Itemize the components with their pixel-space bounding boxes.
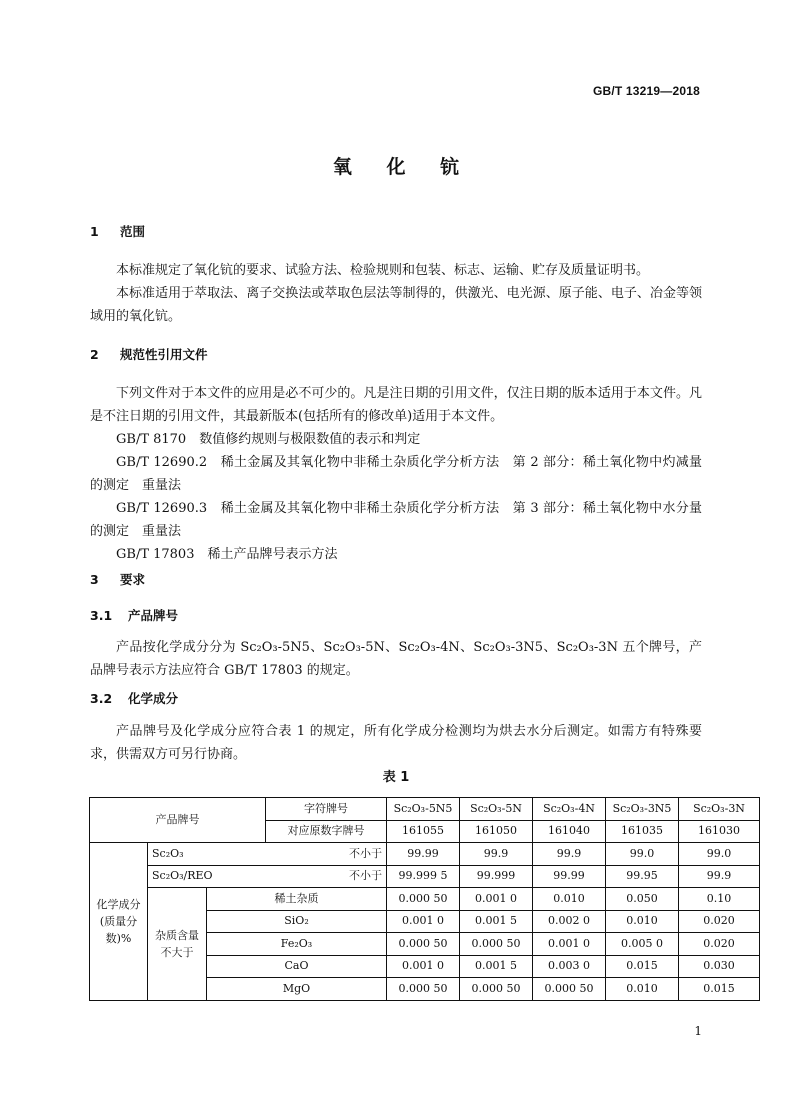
digit-cell: 161035: [606, 820, 679, 843]
value-cell: 0.10: [679, 888, 760, 911]
page-number: 1: [694, 1024, 702, 1038]
section-3-heading: [90, 570, 145, 588]
value-cell: 0.001 5: [460, 910, 533, 933]
value-cell: 99.999: [460, 865, 533, 888]
value-cell: 0.000 50: [387, 978, 460, 1001]
section-number: 3.2: [90, 691, 113, 706]
row-name: MgO: [207, 978, 387, 1001]
section-title: 要求: [120, 572, 146, 587]
not-less-label: 不小于: [349, 846, 382, 860]
value-cell: 99.9: [460, 843, 533, 866]
value-cell: 0.005 0: [606, 933, 679, 956]
value-cell: 0.030: [679, 955, 760, 978]
value-cell: 0.050: [606, 888, 679, 911]
table-caption: 表 1: [382, 770, 410, 785]
section-1-heading: [90, 222, 145, 240]
value-cell: 99.0: [606, 843, 679, 866]
section-3-2-heading: [90, 689, 178, 707]
brand-header: 产品牌号: [90, 798, 266, 843]
section-3-1-heading: [90, 606, 178, 624]
digit-brand-label: 对应原数字牌号: [266, 820, 387, 843]
section-number: 3.1: [90, 608, 113, 623]
value-cell: 0.015: [679, 978, 760, 1001]
standard-number: GB/T 13219—2018: [592, 84, 700, 98]
paragraph-scope-1: 本标准规定了氧化钪的要求、试验方法、检验规则和包装、标志、运输、贮存及质量证明书。: [116, 263, 650, 278]
reference-gbt-8170: GB/T 8170 数值修约规则与极限数值的表示和判定: [116, 432, 421, 447]
digit-cell: 161030: [679, 820, 760, 843]
row-name: SiO₂: [207, 910, 387, 933]
brand-cell: Sc₂O₃-5N: [460, 798, 533, 821]
value-cell: 0.001 0: [387, 955, 460, 978]
row-label: [148, 865, 387, 888]
table-row: [90, 798, 760, 821]
chem-composition-label: 化学成分(质量分数)%: [90, 843, 148, 1001]
section-title: 产品牌号: [128, 608, 179, 623]
value-cell: 0.002 0: [533, 910, 606, 933]
value-cell: 0.001 0: [387, 910, 460, 933]
composition-table: [89, 797, 760, 1001]
row-name: 稀土杂质: [207, 888, 387, 911]
paragraph-chemical-composition: 产品牌号及化学成分应符合表 1 的规定，所有化学成分检测均为烘去水分后测定。如需方有特殊要求，供需双方可另行协商。: [90, 724, 702, 762]
value-cell: 0.020: [679, 910, 760, 933]
row-label: [148, 843, 387, 866]
reference-gbt-17803: GB/T 17803 稀土产品牌号表示方法: [116, 547, 338, 562]
section-title: 范围: [120, 224, 146, 239]
table-row: [90, 888, 760, 911]
row-name: Sc₂O₃/REO: [152, 869, 213, 883]
digit-cell: 161040: [533, 820, 606, 843]
reference-gbt-12690-2: GB/T 12690.2 稀土金属及其氧化物中非稀土杂质化学分析方法 第 2 部分：稀土氧化物中灼减量的测定 重量法: [90, 455, 702, 493]
value-cell: 0.000 50: [387, 888, 460, 911]
section-number: 2: [90, 347, 99, 362]
table-row: [90, 843, 760, 866]
brand-cell: Sc₂O₃-3N5: [606, 798, 679, 821]
section-2-heading: [90, 345, 208, 363]
value-cell: 0.001 0: [460, 888, 533, 911]
value-cell: 0.000 50: [533, 978, 606, 1001]
value-cell: 0.010: [606, 978, 679, 1001]
row-name: Sc₂O₃: [152, 846, 184, 860]
value-cell: 0.000 50: [387, 933, 460, 956]
value-cell: 0.003 0: [533, 955, 606, 978]
row-name: Fe₂O₃: [207, 933, 387, 956]
brand-cell: Sc₂O₃-5N5: [387, 798, 460, 821]
value-cell: 99.999 5: [387, 865, 460, 888]
value-cell: 0.001 5: [460, 955, 533, 978]
value-cell: 99.95: [606, 865, 679, 888]
section-title: 规范性引用文件: [120, 347, 208, 362]
value-cell: 0.010: [533, 888, 606, 911]
digit-cell: 161055: [387, 820, 460, 843]
value-cell: 99.99: [533, 865, 606, 888]
table-row: [90, 865, 760, 888]
row-name: CaO: [207, 955, 387, 978]
section-number: 1: [90, 224, 99, 239]
impurity-label: 杂质含量不大于: [148, 888, 207, 1001]
reference-gbt-12690-3: GB/T 12690.3 稀土金属及其氧化物中非稀土杂质化学分析方法 第 3 部分：稀土氧化物中水分量的测定 重量法: [90, 501, 702, 539]
paragraph-scope-2: 本标准适用于萃取法、离子交换法或萃取色层法等制得的，供激光、电光源、原子能、电子、冶金等领域用的氧化钪。: [90, 286, 702, 324]
paragraph-brands: 产品按化学成分分为 Sc₂O₃-5N5、Sc₂O₃-5N、Sc₂O₃-4N、Sc₂O₃-3N5、Sc₂O₃-3N 五个牌号，产品牌号表示方法应符合 GB/T 17803 的规定。: [90, 640, 702, 678]
char-brand-label: 字符牌号: [266, 798, 387, 821]
not-less-label: 不小于: [349, 869, 382, 883]
section-title: 化学成分: [128, 691, 179, 706]
value-cell: 0.000 50: [460, 978, 533, 1001]
value-cell: 99.9: [679, 865, 760, 888]
value-cell: 0.010: [606, 910, 679, 933]
brand-cell: Sc₂O₃-3N: [679, 798, 760, 821]
brand-cell: Sc₂O₃-4N: [533, 798, 606, 821]
section-number: 3: [90, 572, 99, 587]
document-title: 氧 化 钪: [332, 156, 474, 178]
digit-cell: 161050: [460, 820, 533, 843]
value-cell: 99.9: [533, 843, 606, 866]
value-cell: 0.001 0: [533, 933, 606, 956]
value-cell: 0.015: [606, 955, 679, 978]
value-cell: 99.99: [387, 843, 460, 866]
value-cell: 0.000 50: [460, 933, 533, 956]
value-cell: 0.020: [679, 933, 760, 956]
value-cell: 99.0: [679, 843, 760, 866]
paragraph-references-intro: 下列文件对于本文件的应用是必不可少的。凡是注日期的引用文件，仅注日期的版本适用于本文件。凡是不注日期的引用文件，其最新版本(包括所有的修改单)适用于本文件。: [90, 386, 702, 424]
